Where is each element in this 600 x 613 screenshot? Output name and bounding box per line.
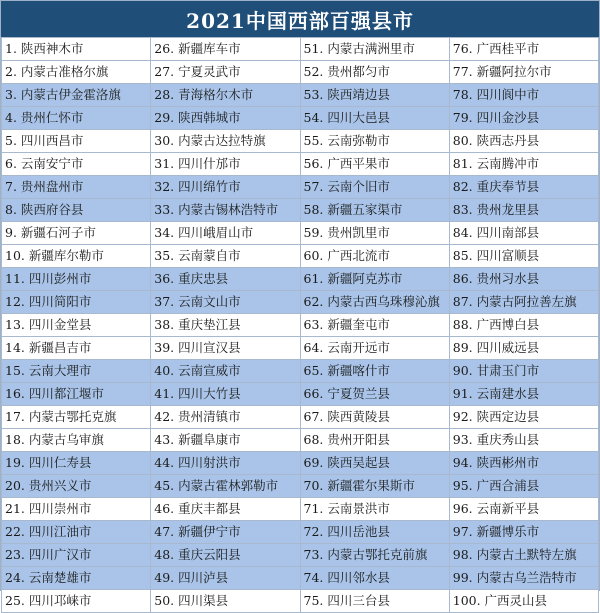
ranking-cell: 66. 宁夏贺兰县: [300, 383, 449, 406]
ranking-cell: 10. 新疆库尔勒市: [2, 245, 151, 268]
ranking-cell: 21. 四川崇州市: [2, 498, 151, 521]
ranking-cell: 23. 四川广汉市: [2, 544, 151, 567]
ranking-cell: 56. 广西平果市: [300, 153, 449, 176]
ranking-cell: 87. 内蒙古阿拉善左旗: [449, 291, 598, 314]
ranking-cell: 6. 云南安宁市: [2, 153, 151, 176]
table-row: [2, 498, 599, 521]
ranking-cell: 50. 四川渠县: [151, 590, 300, 613]
ranking-cell: 4. 贵州仁怀市: [2, 107, 151, 130]
ranking-cell: 78. 四川阆中市: [449, 84, 598, 107]
ranking-cell: 98. 内蒙古土默特左旗: [449, 544, 598, 567]
ranking-cell: 83. 贵州龙里县: [449, 199, 598, 222]
ranking-cell: 48. 重庆云阳县: [151, 544, 300, 567]
table-row: [2, 130, 599, 153]
ranking-cell: 31. 四川什邡市: [151, 153, 300, 176]
ranking-cell: 33. 内蒙古锡林浩特市: [151, 199, 300, 222]
table-row: [2, 475, 599, 498]
table-row: [2, 590, 599, 613]
ranking-cell: 67. 陕西黄陵县: [300, 406, 449, 429]
ranking-cell: 25. 四川邛崃市: [2, 590, 151, 613]
table-row: [2, 245, 599, 268]
table-row: [2, 314, 599, 337]
ranking-table: [1, 37, 599, 613]
ranking-cell: 27. 宁夏灵武市: [151, 61, 300, 84]
ranking-cell: 72. 四川岳池县: [300, 521, 449, 544]
ranking-cell: 97. 新疆博乐市: [449, 521, 598, 544]
table-row: [2, 429, 599, 452]
ranking-cell: 12. 四川简阳市: [2, 291, 151, 314]
ranking-cell: 73. 内蒙古鄂托克前旗: [300, 544, 449, 567]
ranking-cell: 76. 广西桂平市: [449, 38, 598, 61]
ranking-cell: 44. 四川射洪市: [151, 452, 300, 475]
ranking-cell: 19. 四川仁寿县: [2, 452, 151, 475]
table-row: [2, 222, 599, 245]
ranking-cell: 51. 内蒙古满洲里市: [300, 38, 449, 61]
table-row: [2, 61, 599, 84]
ranking-cell: 100. 广西灵山县: [449, 590, 598, 613]
ranking-cell: 68. 贵州开阳县: [300, 429, 449, 452]
ranking-cell: 74. 四川邻水县: [300, 567, 449, 590]
ranking-cell: 32. 四川绵竹市: [151, 176, 300, 199]
ranking-cell: 64. 云南开远市: [300, 337, 449, 360]
ranking-cell: 59. 贵州凯里市: [300, 222, 449, 245]
ranking-cell: 93. 重庆秀山县: [449, 429, 598, 452]
ranking-cell: 30. 内蒙古达拉特旗: [151, 130, 300, 153]
ranking-cell: 3. 内蒙古伊金霍洛旗: [2, 84, 151, 107]
ranking-cell: 82. 重庆奉节县: [449, 176, 598, 199]
table-row: [2, 84, 599, 107]
ranking-cell: 94. 陕西彬州市: [449, 452, 598, 475]
table-row: [2, 521, 599, 544]
ranking-cell: 55. 云南弥勒市: [300, 130, 449, 153]
ranking-cell: 2. 内蒙古准格尔旗: [2, 61, 151, 84]
ranking-cell: 81. 云南腾冲市: [449, 153, 598, 176]
table-row: [2, 360, 599, 383]
ranking-cell: 42. 贵州清镇市: [151, 406, 300, 429]
ranking-cell: 7. 贵州盘州市: [2, 176, 151, 199]
ranking-cell: 45. 内蒙古霍林郭勒市: [151, 475, 300, 498]
ranking-cell: 84. 四川南部县: [449, 222, 598, 245]
ranking-cell: 80. 陕西志丹县: [449, 130, 598, 153]
ranking-cell: 13. 四川金堂县: [2, 314, 151, 337]
ranking-cell: 16. 四川都江堰市: [2, 383, 151, 406]
ranking-cell: 36. 重庆忠县: [151, 268, 300, 291]
ranking-table-body: [2, 38, 599, 613]
ranking-cell: 71. 云南景洪市: [300, 498, 449, 521]
ranking-cell: 61. 新疆阿克苏市: [300, 268, 449, 291]
ranking-cell: 9. 新疆石河子市: [2, 222, 151, 245]
ranking-cell: 52. 贵州都匀市: [300, 61, 449, 84]
ranking-cell: 40. 云南宣威市: [151, 360, 300, 383]
table-row: [2, 176, 599, 199]
ranking-cell: 8. 陕西府谷县: [2, 199, 151, 222]
table-row: [2, 268, 599, 291]
ranking-cell: 58. 新疆五家渠市: [300, 199, 449, 222]
ranking-cell: 38. 重庆垫江县: [151, 314, 300, 337]
table-row: [2, 291, 599, 314]
table-row: [2, 153, 599, 176]
table-row: [2, 544, 599, 567]
ranking-cell: 92. 陕西定边县: [449, 406, 598, 429]
ranking-cell: 39. 四川宣汉县: [151, 337, 300, 360]
ranking-cell: 79. 四川金沙县: [449, 107, 598, 130]
ranking-cell: 62. 内蒙古西乌珠穆沁旗: [300, 291, 449, 314]
ranking-cell: 99. 内蒙古乌兰浩特市: [449, 567, 598, 590]
table-row: [2, 406, 599, 429]
ranking-cell: 77. 新疆阿拉尔市: [449, 61, 598, 84]
ranking-cell: 60. 广西北流市: [300, 245, 449, 268]
ranking-cell: 86. 贵州习水县: [449, 268, 598, 291]
ranking-cell: 5. 四川西昌市: [2, 130, 151, 153]
ranking-cell: 14. 新疆昌吉市: [2, 337, 151, 360]
ranking-cell: 54. 四川大邑县: [300, 107, 449, 130]
ranking-cell: 29. 陕西韩城市: [151, 107, 300, 130]
ranking-cell: 47. 新疆伊宁市: [151, 521, 300, 544]
ranking-cell: 49. 四川泸县: [151, 567, 300, 590]
ranking-cell: 35. 云南蒙自市: [151, 245, 300, 268]
ranking-cell: 85. 四川富顺县: [449, 245, 598, 268]
ranking-cell: 26. 新疆库车市: [151, 38, 300, 61]
ranking-cell: 53. 陕西靖边县: [300, 84, 449, 107]
ranking-cell: 37. 云南文山市: [151, 291, 300, 314]
ranking-cell: 75. 四川三台县: [300, 590, 449, 613]
ranking-cell: 63. 新疆奎屯市: [300, 314, 449, 337]
table-row: [2, 383, 599, 406]
table-row: [2, 107, 599, 130]
ranking-cell: 57. 云南个旧市: [300, 176, 449, 199]
ranking-cell: 28. 青海格尔木市: [151, 84, 300, 107]
table-row: [2, 567, 599, 590]
ranking-cell: 20. 贵州兴义市: [2, 475, 151, 498]
ranking-cell: 95. 广西合浦县: [449, 475, 598, 498]
ranking-cell: 70. 新疆霍尔果斯市: [300, 475, 449, 498]
table-row: [2, 199, 599, 222]
ranking-cell: 1. 陕西神木市: [2, 38, 151, 61]
ranking-cell: 41. 四川大竹县: [151, 383, 300, 406]
ranking-cell: 34. 四川峨眉山市: [151, 222, 300, 245]
ranking-cell: 69. 陕西吴起县: [300, 452, 449, 475]
page-title: 2021中国西部百强县市: [1, 1, 599, 37]
ranking-cell: 96. 云南新平县: [449, 498, 598, 521]
ranking-cell: 46. 重庆丰都县: [151, 498, 300, 521]
ranking-cell: 11. 四川彭州市: [2, 268, 151, 291]
ranking-cell: 65. 新疆喀什市: [300, 360, 449, 383]
ranking-cell: 17. 内蒙古鄂托克旗: [2, 406, 151, 429]
table-row: [2, 38, 599, 61]
ranking-cell: 91. 云南建水县: [449, 383, 598, 406]
ranking-cell: 88. 广西博白县: [449, 314, 598, 337]
ranking-cell: 18. 内蒙古乌审旗: [2, 429, 151, 452]
ranking-cell: 24. 云南楚雄市: [2, 567, 151, 590]
table-row: [2, 452, 599, 475]
ranking-cell: 90. 甘肃玉门市: [449, 360, 598, 383]
table-row: [2, 337, 599, 360]
ranking-cell: 22. 四川江油市: [2, 521, 151, 544]
ranking-cell: 43. 新疆阜康市: [151, 429, 300, 452]
ranking-cell: 15. 云南大理市: [2, 360, 151, 383]
ranking-cell: 89. 四川威远县: [449, 337, 598, 360]
